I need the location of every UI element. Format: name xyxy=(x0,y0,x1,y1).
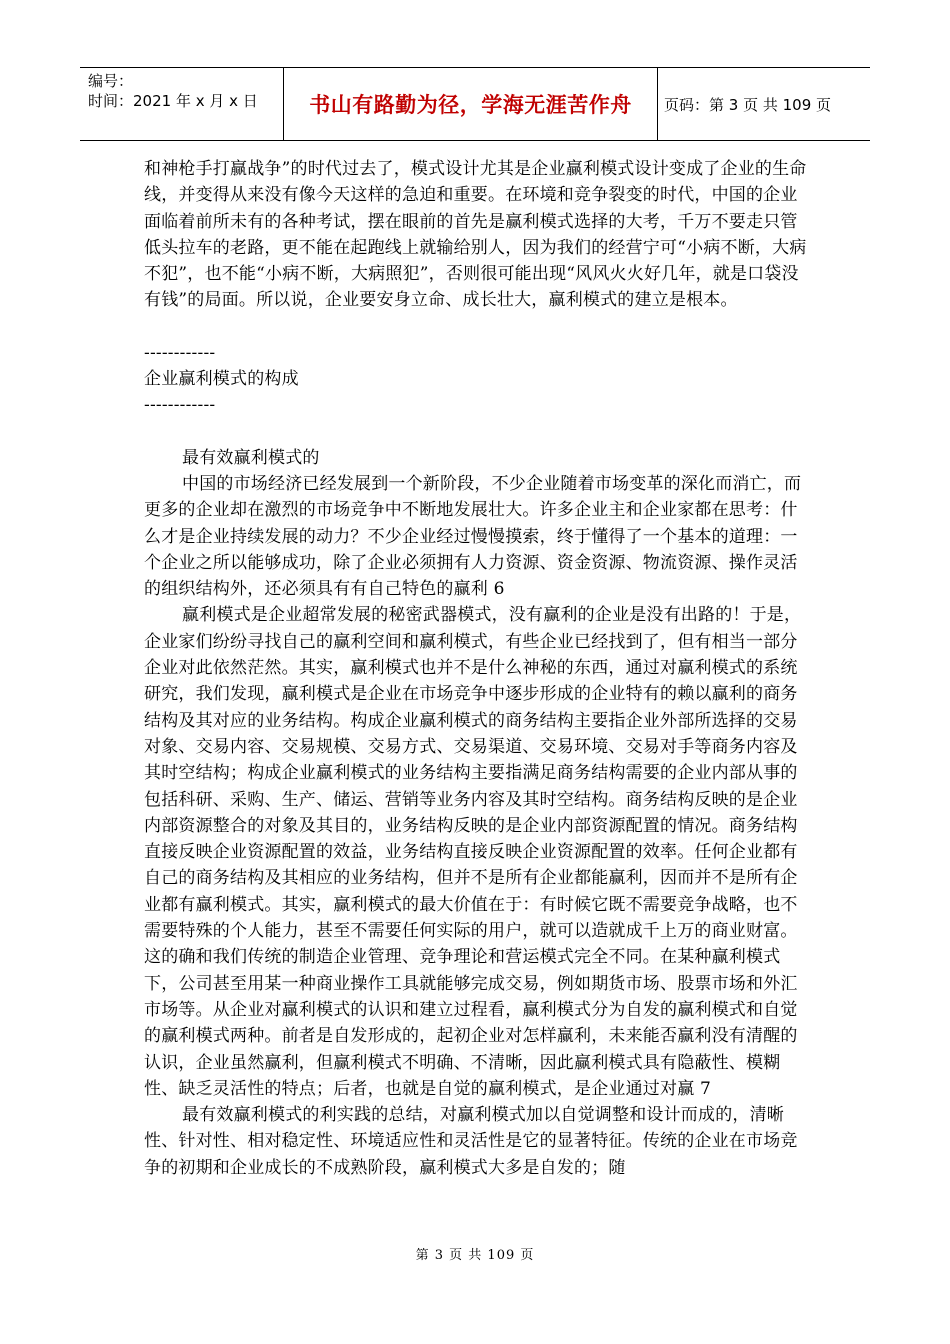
intro-paragraph: 和神枪手打赢战争”的时代过去了，模式设计尤其是企业赢利模式设计变成了企业的生命线，并变得从来没有像今天这样的急迫和重要。在环境和竞争裂变的时代，中国的企业面临着前所未有的各种考试，摆在眼前的首先是赢利模式选择的大考，千万不要走只管低头拉车的老路，更不能在起跑线上就输给别人，因为我们的经营宁可“小病不断，大病不犯”，也不能“小病不断，大病照犯”，否则很可能出现“风风火火好几年，就是口袋没有钱”的局面。所以说，企业要安身立命、成长壮大，赢利模式的建立是根本。 xyxy=(144,159,807,311)
document-body xyxy=(144,156,808,1181)
page-footer: 第 3 页 共 109 页 xyxy=(415,1248,535,1263)
body-paragraph-1: 中国的市场经济已经发展到一个新阶段，不少企业随着市场变革的深化而消亡，而更多的企业却在激烈的市场竞争中不断地发展壮大。许多企业主和企业家都在思考：什么才是企业持续发展的动力？不少企业经过慢慢摸索，终于懂得了一个基本的道理：一个企业之所以能够成功，除了企业必须拥有人力资源、资金资源、物流资源、操作灵活的组织结构外，还必须具有有自己特色的赢利 6 xyxy=(144,473,802,600)
header-motto: 书山有路勤为径，学海无涯苦作舟 xyxy=(284,68,658,140)
body-paragraph-3: 最有效赢利模式的利实践的总结，对赢利模式加以自觉调整和设计而成的，清晰性、针对性、相对稳定性、环境适应性和灵活性是它的显著特征。传统的企业在市场竞争的初期和企业成长的不成熟阶段，赢利模式大多是自发的；随 xyxy=(144,1105,798,1178)
divider-top: ------------ xyxy=(144,342,216,363)
section-title: 企业赢利模式的构成 xyxy=(144,369,299,390)
page-header xyxy=(80,67,870,141)
body-paragraph-2: 赢利模式是企业超常发展的秘密武器模式，没有赢利的企业是没有出路的！于是，企业家们纷纷寻找自己的赢利空间和赢利模式，有些企业已经找到了，但有相当一部分企业对此依然茫然。其实，赢利模式也并不是什么神秘的东西，通过对赢利模式的系统研究，我们发现，赢利模式是企业在市场竞争中逐步形成的企业特有的赖以赢利的商务结构及其对应的业务结构。构成企业赢利模式的商务结构主要指企业外部所选择的交易对象、交易内容、交易规模、交易方式、交易渠道、交易环境、交易对手等商务内容及其时空结构；构成企业赢利模式的业务结构主要指满足商务结构需要的企业内部从事的包括科研、采购、生产、储运、营销等业务内容及其时空结构。商务结构反映的是企业内部资源整合的对象及其目的，业务结构反映的是企业内部资源配置的情况。商务结构直接反映企业资源配置的效益，业务结构直接反映企业资源配置的效率。任何企业都有自己的商务结构及其相应的业务结构，但并不是所有企业都能赢利，因而并不是所有企业都有赢利模式。其实，赢利模式的最大价值在于：有时候它既不需要竞争战略，也不需要特殊的个人能力，甚至不需要任何实际的用户，就可以造就成千上万的商业财富。这的确和我们传统的制造企业管理、竞争理论和营运模式完全不同。在某种赢利模式下，公司甚至用某一种商业操作工具就能够完成交易，例如期货市场、股票市场和外汇市场等。从企业对赢利模式的认识和建立过程看，赢利模式分为自发的赢利模式和自觉的赢利模式两种。前者是自发形成的，起初企业对怎样赢利，未来能否赢利没有清醒的认识，企业虽然赢利，但赢利模式不明确、不清晰，因此赢利模式具有隐蔽性、模糊性、缺乏灵活性的特点；后者，也就是自觉的赢利模式，是企业通过对赢 7 xyxy=(144,605,802,1099)
subheading: 最有效赢利模式的 xyxy=(182,447,320,468)
header-meta xyxy=(80,68,284,140)
spacer xyxy=(144,314,808,340)
spacer xyxy=(144,419,808,445)
header-page-indicator: 页码：第 3 页 共 109 页 xyxy=(664,95,832,114)
document-number-label: 编号： xyxy=(88,72,134,90)
divider-bottom: ------------ xyxy=(144,395,216,416)
document-date-label: 时间：2021 年 x 月 x 日 xyxy=(88,92,258,110)
